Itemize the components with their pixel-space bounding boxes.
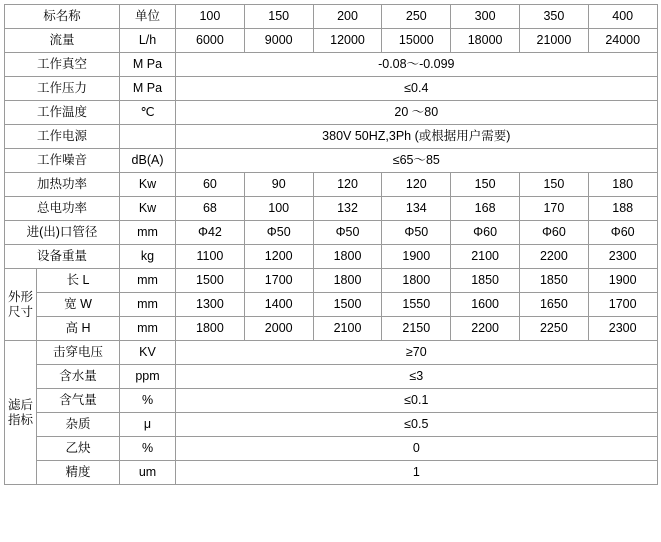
row-unit: ℃ xyxy=(120,101,176,125)
header-model-300: 300 xyxy=(451,5,520,29)
row-label: 含水量 xyxy=(37,365,120,389)
row-label: 加热功率 xyxy=(5,173,120,197)
table-row xyxy=(5,341,658,365)
row-value: 1200 xyxy=(244,245,313,269)
header-model-400: 400 xyxy=(588,5,657,29)
row-value: 2200 xyxy=(451,317,520,341)
row-label: 总电功率 xyxy=(5,197,120,221)
row-value: 60 xyxy=(176,173,245,197)
row-unit: mm xyxy=(120,221,176,245)
row-value: Φ60 xyxy=(588,221,657,245)
row-label: 精度 xyxy=(37,461,120,485)
row-value: 2100 xyxy=(451,245,520,269)
specification-table xyxy=(4,4,658,485)
row-value: 1700 xyxy=(244,269,313,293)
row-label: 工作真空 xyxy=(5,53,120,77)
row-label: 击穿电压 xyxy=(37,341,120,365)
row-value: 1500 xyxy=(313,293,382,317)
row-value: 68 xyxy=(176,197,245,221)
row-unit: μ xyxy=(120,413,176,437)
header-model-350: 350 xyxy=(520,5,589,29)
row-merged-value: -0.08～-0.099 xyxy=(176,53,658,77)
table-row xyxy=(5,269,658,293)
row-value: 2300 xyxy=(588,317,657,341)
row-label: 工作压力 xyxy=(5,77,120,101)
row-label: 进(出)口管径 xyxy=(5,221,120,245)
header-model-100: 100 xyxy=(176,5,245,29)
row-unit: dB(A) xyxy=(120,149,176,173)
table-row xyxy=(5,365,658,389)
header-model-150: 150 xyxy=(244,5,313,29)
row-value: 2300 xyxy=(588,245,657,269)
row-unit: mm xyxy=(120,269,176,293)
row-label: 乙炔 xyxy=(37,437,120,461)
table-row xyxy=(5,53,658,77)
row-value: 2150 xyxy=(382,317,451,341)
row-value: Φ50 xyxy=(244,221,313,245)
row-value: 1900 xyxy=(588,269,657,293)
row-unit xyxy=(120,125,176,149)
row-value: 150 xyxy=(451,173,520,197)
row-value: 120 xyxy=(313,173,382,197)
table-row xyxy=(5,101,658,125)
table-row xyxy=(5,461,658,485)
row-merged-value: ≤0.4 xyxy=(176,77,658,101)
table-header-row xyxy=(5,5,658,29)
row-value: 150 xyxy=(520,173,589,197)
row-unit: L/h xyxy=(120,29,176,53)
row-merged-value: 380V 50HZ,3Ph (或根据用户需要) xyxy=(176,125,658,149)
table-row xyxy=(5,77,658,101)
row-unit: Kw xyxy=(120,173,176,197)
row-unit: KV xyxy=(120,341,176,365)
row-label: 工作温度 xyxy=(5,101,120,125)
row-value: 170 xyxy=(520,197,589,221)
row-value: Φ60 xyxy=(451,221,520,245)
row-value: 2200 xyxy=(520,245,589,269)
row-value: 21000 xyxy=(520,29,589,53)
row-unit: % xyxy=(120,389,176,413)
row-value: 9000 xyxy=(244,29,313,53)
row-label: 长 L xyxy=(37,269,120,293)
row-value: Φ60 xyxy=(520,221,589,245)
row-value: 1100 xyxy=(176,245,245,269)
row-value: 2100 xyxy=(313,317,382,341)
group-label-line2: 尺寸 xyxy=(7,304,33,319)
row-value: 180 xyxy=(588,173,657,197)
row-value: Φ42 xyxy=(176,221,245,245)
table-row xyxy=(5,293,658,317)
header-model-250: 250 xyxy=(382,5,451,29)
row-unit: ppm xyxy=(120,365,176,389)
header-model-200: 200 xyxy=(313,5,382,29)
row-value: 24000 xyxy=(588,29,657,53)
row-value: 188 xyxy=(588,197,657,221)
row-unit: kg xyxy=(120,245,176,269)
table-row xyxy=(5,29,658,53)
row-value: 1800 xyxy=(382,269,451,293)
row-value: 1800 xyxy=(313,245,382,269)
row-value: 90 xyxy=(244,173,313,197)
row-value: 1850 xyxy=(520,269,589,293)
row-label: 宽 W xyxy=(37,293,120,317)
row-unit: Kw xyxy=(120,197,176,221)
table-row xyxy=(5,173,658,197)
row-label: 含气量 xyxy=(37,389,120,413)
table-row xyxy=(5,221,658,245)
row-value: 1300 xyxy=(176,293,245,317)
row-label: 设备重量 xyxy=(5,245,120,269)
header-name-cell: 标名称 xyxy=(5,5,120,29)
row-value: 6000 xyxy=(176,29,245,53)
row-value: 1850 xyxy=(451,269,520,293)
group-label-line1: 外形 xyxy=(7,290,33,305)
row-value: 1700 xyxy=(588,293,657,317)
row-merged-value: ≥70 xyxy=(176,341,658,365)
row-merged-value: ≤3 xyxy=(176,365,658,389)
table-row xyxy=(5,389,658,413)
row-merged-value: ≤65～85 xyxy=(176,149,658,173)
group-label-filtered xyxy=(5,341,37,485)
row-label: 杂质 xyxy=(37,413,120,437)
row-unit: M Pa xyxy=(120,77,176,101)
row-unit: mm xyxy=(120,293,176,317)
row-value: 168 xyxy=(451,197,520,221)
table-row xyxy=(5,149,658,173)
row-unit: um xyxy=(120,461,176,485)
row-value: 2250 xyxy=(520,317,589,341)
row-merged-value: 20 ～80 xyxy=(176,101,658,125)
table-row xyxy=(5,245,658,269)
row-value: 1900 xyxy=(382,245,451,269)
row-value: 15000 xyxy=(382,29,451,53)
row-value: 120 xyxy=(382,173,451,197)
row-unit: % xyxy=(120,437,176,461)
row-label: 工作电源 xyxy=(5,125,120,149)
row-label: 工作噪音 xyxy=(5,149,120,173)
group-label-line2: 指标 xyxy=(7,412,33,427)
row-value: 2000 xyxy=(244,317,313,341)
header-unit-cell: 单位 xyxy=(120,5,176,29)
row-merged-value: ≤0.5 xyxy=(176,413,658,437)
row-merged-value: ≤0.1 xyxy=(176,389,658,413)
row-unit: M Pa xyxy=(120,53,176,77)
table-row xyxy=(5,197,658,221)
row-value: 1550 xyxy=(382,293,451,317)
group-label-dimensions xyxy=(5,269,37,341)
row-value: 18000 xyxy=(451,29,520,53)
row-value: 100 xyxy=(244,197,313,221)
table-row xyxy=(5,125,658,149)
row-value: 1800 xyxy=(176,317,245,341)
row-value: 132 xyxy=(313,197,382,221)
row-unit: mm xyxy=(120,317,176,341)
row-value: 1500 xyxy=(176,269,245,293)
row-value: 1600 xyxy=(451,293,520,317)
table-row xyxy=(5,437,658,461)
row-value: Φ50 xyxy=(313,221,382,245)
row-value: 12000 xyxy=(313,29,382,53)
group-label-line1: 滤后 xyxy=(7,398,33,413)
row-value: 1400 xyxy=(244,293,313,317)
row-value: 1800 xyxy=(313,269,382,293)
row-value: 134 xyxy=(382,197,451,221)
row-label: 高 H xyxy=(37,317,120,341)
row-value: Φ50 xyxy=(382,221,451,245)
row-merged-value: 1 xyxy=(176,461,658,485)
table-row xyxy=(5,413,658,437)
row-value: 1650 xyxy=(520,293,589,317)
table-row xyxy=(5,317,658,341)
row-merged-value: 0 xyxy=(176,437,658,461)
row-label: 流量 xyxy=(5,29,120,53)
